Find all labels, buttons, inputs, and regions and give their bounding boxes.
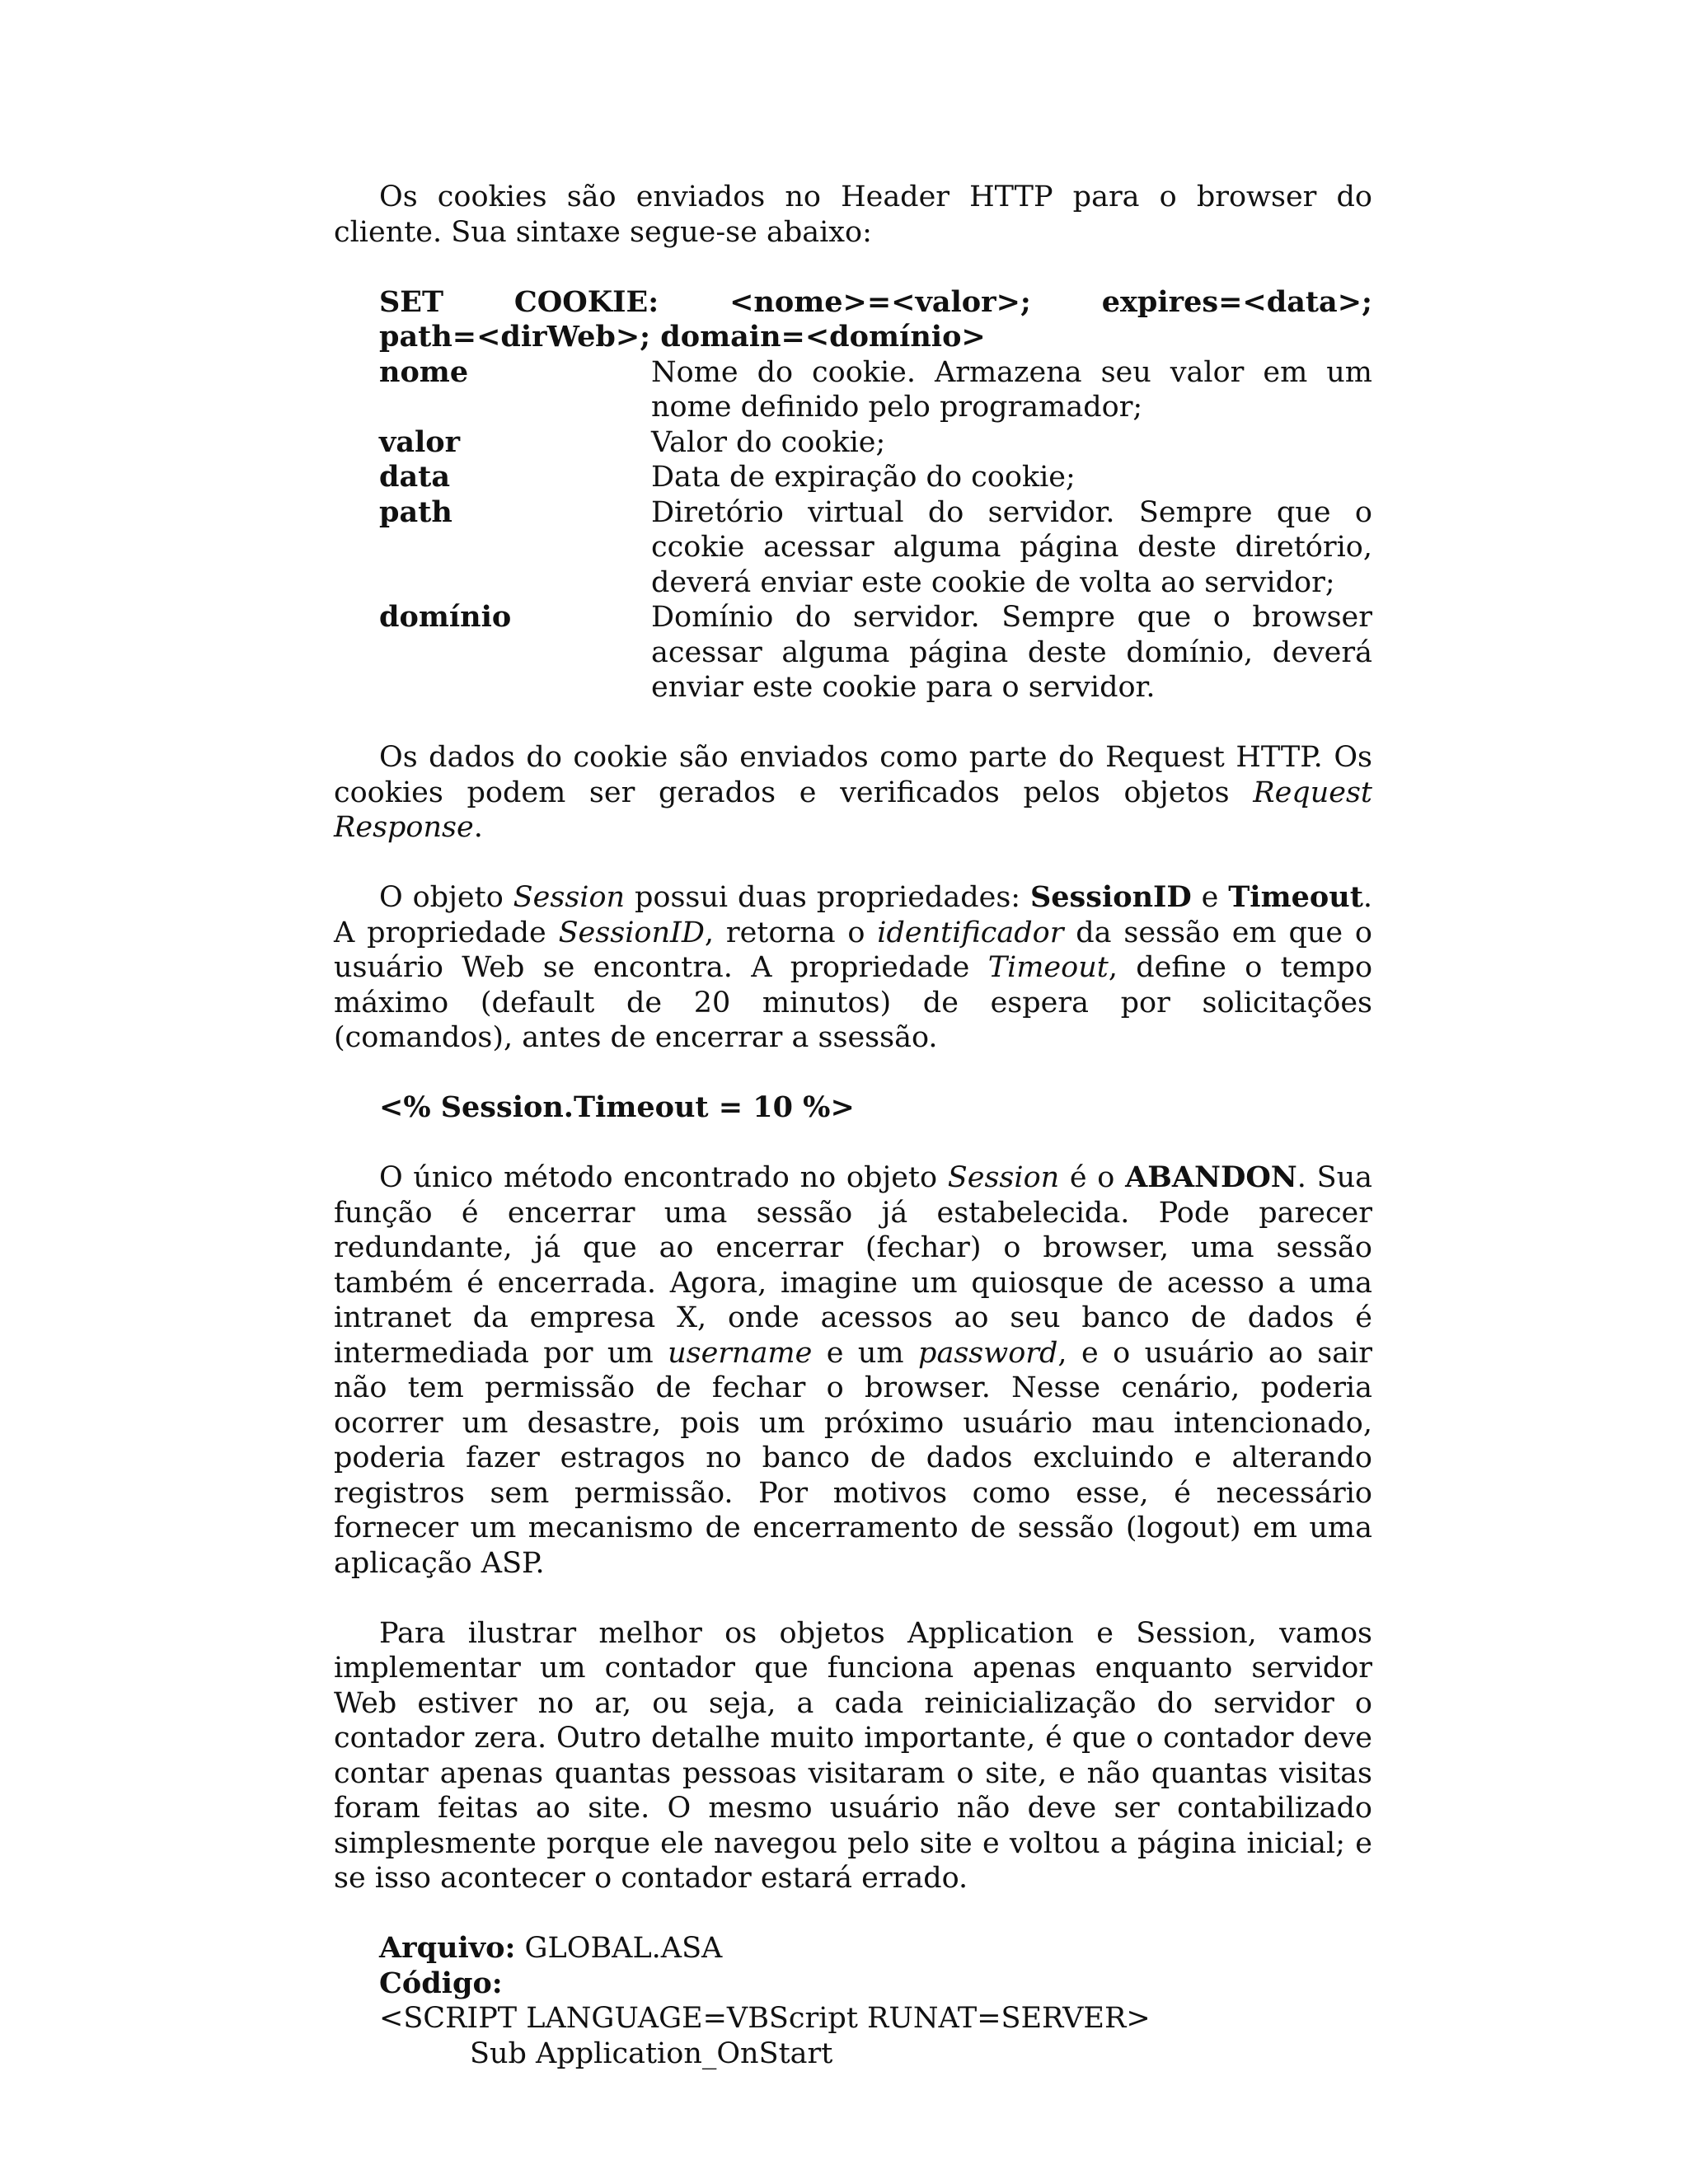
definition-row [379,460,1372,495]
spacer [334,705,1372,741]
file-name: GLOBAL.ASA [515,1932,723,1965]
syntax-word-set: SET [379,284,443,319]
code-label: Código: [379,1966,503,2000]
paragraph-session-abandon: O único método encontrado no objeto Session é o ABANDON. Sua função é encerrar uma sessão já estabelecida. Pode parecer redundante, já que ao encerrar (fechar) o browser, uma sessão também é encerrada. Agora, imagine um quiosque de acesso a uma intranet da empresa X, onde acessos ao seu banco de dados é intermediada por um username e um password, e o usuário ao sair não tem permissão de fechar o browser. Nesse cenário, poderia ocorrer um desastre, pois um próximo usuário mau intencionado, poderia fazer estragos no banco de dados excluindo e alterando registros sem permissão. Por motivos como esse, é necessário fornecer um mecanismo de encerramento de sessão (logout) em uma aplicação ASP. [334,1160,1373,1580]
syntax-word-expires: expires=<data>; [1101,284,1372,319]
definition-description: Nome do cookie. Armazena seu valor em um nome definido pelo programador; [651,355,1372,424]
spacer [334,250,1372,285]
definition-row [379,355,1372,425]
file-line [379,1931,1372,1966]
definition-description: Diretório virtual do servidor. Sempre que o ccokie acessar alguma página deste diretório, deverá enviar este cookie de volta ao servidor; [651,495,1372,599]
code-line-sub: Sub Application_OnStart [470,2036,833,2070]
definition-description: Data de expiração do cookie; [651,461,1076,494]
cookie-definition-list [334,355,1372,705]
spacer [334,1126,1372,1161]
paragraph-cookie-intro: Os cookies são enviados no Header HTTP para o browser do cliente. Sua sintaxe segue-se abaixo: [334,180,1372,249]
syntax-word-cookie: COOKIE: [513,284,659,319]
definition-term: valor [379,424,461,459]
file-label: Arquivo: [379,1931,516,1965]
spacer [334,1896,1372,1932]
definition-term: nome [379,354,469,389]
paragraph-cookie-request: Os dados do cookie são enviados como parte do Request HTTP. Os cookies podem ser gerados e verificados pelos objetos Request Response. [334,741,1372,844]
definition-description: Valor do cookie; [651,425,886,459]
spacer [334,846,1372,881]
definition-row [379,425,1372,461]
code-label-line [379,1966,1372,2002]
syntax-line-1 [379,285,1372,321]
set-cookie-syntax [334,285,1372,355]
syntax-word-name-value: <nome>=<valor>; [729,284,1031,319]
definition-term: path [379,494,452,529]
definition-description: Domínio do servidor. Sempre que o browser acessar alguma página deste domínio, deverá enviar este cookie para o servidor. [651,601,1372,704]
timeout-code-line: <% Session.Timeout = 10 %> [379,1090,855,1124]
definition-term: data [379,460,450,494]
definition-row [379,600,1372,705]
definition-row [379,495,1372,601]
paragraph-session-properties: O objeto Session possui duas propriedades: SessionID e Timeout. A propriedade SessionID, retorna o identificador da sessão em que o usuário Web se encontra. A propriedade Timeout, define o tempo máximo (default de 20 minutos) de espera por solicitações (comandos), antes de encerrar a ssessão. [334,880,1373,1054]
syntax-line-2: path=<dirWeb>; domain=<domínio> [379,320,986,354]
document-page [334,180,1372,2071]
code-listing [334,1931,1372,2071]
code-line-script-tag: <SCRIPT LANGUAGE=VBScript RUNAT=SERVER> [379,2002,1151,2035]
spacer [334,1056,1372,1091]
definition-term: domínio [379,600,512,634]
spacer [334,1581,1372,1616]
paragraph-counter-intro: Para ilustrar melhor os objetos Application e Session, vamos implementar um contador que funciona apenas enquanto servidor Web estiver no ar, ou seja, a cada reinicialização do servidor o contador zera. Outro detalhe muito importante, é que o contador deve contar apenas quantas pessoas visitaram o site, e não quantas visitas foram feitas ao site. O mesmo usuário não deve ser contabilizado simplesmente porque ele navegou pelo site e voltou a página inicial; e se isso acontecer o contador estará errado. [334,1616,1372,1895]
